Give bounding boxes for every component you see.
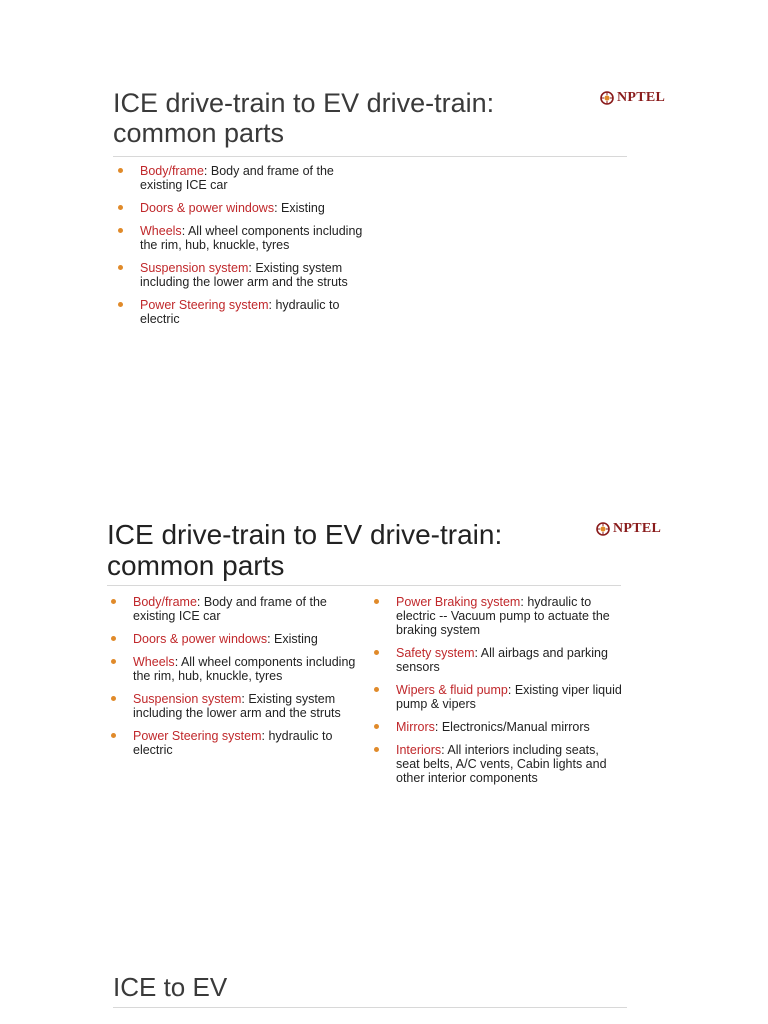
- bullet-dot-icon: [111, 696, 116, 701]
- slide-1-title-line-1: ICE drive-train to EV drive-train:: [113, 88, 495, 118]
- bullet-separator: :: [441, 743, 448, 757]
- bullet-term: Power Braking system: [396, 595, 521, 609]
- bullet-term: Wipers & fluid pump: [396, 683, 508, 697]
- bullet-item: [372, 743, 622, 785]
- slide-2-title: [107, 520, 502, 582]
- bullet-separator: :: [248, 261, 256, 275]
- slide-2-title-line-1: ICE drive-train to EV drive-train:: [107, 519, 503, 550]
- bullet-term: Wheels: [140, 224, 182, 238]
- bullet-separator: :: [274, 201, 282, 215]
- bullet-term: Safety system: [396, 646, 475, 660]
- bullet-description: All wheel components including the rim, hub, knuckle, tyres: [140, 224, 363, 252]
- bullet-dot-icon: [111, 636, 116, 641]
- bullet-separator: :: [434, 720, 442, 734]
- bullet-separator: :: [203, 164, 211, 178]
- bullet-term: Doors & power windows: [133, 632, 268, 646]
- slide-2-right-bullet-list: [372, 595, 622, 794]
- bullet-term: Body/frame: [133, 595, 197, 609]
- bullet-separator: :: [241, 692, 249, 706]
- bullet-term: Body/frame: [140, 164, 204, 178]
- bullet-item: [372, 720, 622, 734]
- bullet-item: [372, 595, 622, 637]
- bullet-description: Body and frame of the existing ICE car: [133, 595, 327, 623]
- bullet-description: hydraulic to electric -- Vacuum pump to actuate the braking system: [396, 595, 610, 637]
- bullet-item: [109, 729, 359, 757]
- slide-3-title: ICE to EV: [113, 972, 228, 1002]
- bullet-description: Existing system including the lower arm and the struts: [133, 692, 341, 720]
- bullet-description: Body and frame of the existing ICE car: [140, 164, 334, 192]
- bullet-term: Power Steering system: [140, 298, 269, 312]
- bullet-item: [109, 692, 359, 720]
- nptel-logo-text: NPTEL: [613, 521, 662, 536]
- bullet-item: [109, 595, 359, 623]
- bullet-dot-icon: [374, 687, 379, 692]
- nptel-logo-text: NPTEL: [617, 90, 666, 105]
- slide-3-title-rule: [113, 1007, 627, 1008]
- bullet-separator: :: [507, 683, 515, 697]
- bullet-description: hydraulic to electric: [140, 298, 340, 326]
- bullet-term: Mirrors: [396, 720, 435, 734]
- bullet-description: Existing: [281, 201, 325, 215]
- slide-2-title-rule: [107, 585, 621, 586]
- slide-2-title-line-2: common parts: [107, 549, 285, 581]
- bullet-separator: :: [174, 655, 181, 669]
- bullet-item: [372, 646, 622, 674]
- bullet-separator: :: [267, 632, 275, 646]
- bullet-separator: :: [268, 298, 276, 312]
- bullet-dot-icon: [111, 599, 116, 604]
- bullet-dot-icon: [374, 599, 379, 604]
- bullet-separator: :: [520, 595, 528, 609]
- slide-3: [0, 940, 768, 1024]
- bullet-dot-icon: [111, 659, 116, 664]
- bullet-term: Doors & power windows: [140, 201, 275, 215]
- nptel-emblem-icon: [596, 522, 610, 536]
- bullet-description: All wheel components including the rim, hub, knuckle, tyres: [133, 655, 356, 683]
- bullet-description: hydraulic to electric: [133, 729, 333, 757]
- bullet-dot-icon: [374, 724, 379, 729]
- bullet-description: Existing system including the lower arm and the struts: [140, 261, 348, 289]
- bullet-description: Existing: [274, 632, 318, 646]
- bullet-term: Suspension system: [133, 692, 242, 706]
- bullet-description: All airbags and parking sensors: [396, 646, 608, 674]
- bullet-dot-icon: [111, 733, 116, 738]
- bullet-separator: :: [196, 595, 204, 609]
- bullet-separator: :: [474, 646, 481, 660]
- bullet-separator: :: [181, 224, 188, 238]
- slide-1-title-line-2: common parts: [113, 118, 285, 149]
- bullet-description: All interiors including seats, seat belts, A/C vents, Cabin lights and other interior components: [396, 743, 607, 785]
- bullet-term: Power Steering system: [133, 729, 262, 743]
- bullet-item: [372, 683, 622, 711]
- bullet-description: Electronics/Manual mirrors: [441, 720, 590, 734]
- nptel-logo: [596, 521, 661, 537]
- bullet-term: Wheels: [133, 655, 175, 669]
- bullet-dot-icon: [374, 650, 379, 655]
- bullet-term: Suspension system: [140, 261, 249, 275]
- bullet-item: [109, 655, 359, 683]
- bullet-item: [109, 632, 359, 646]
- bullet-term: Interiors: [396, 743, 442, 757]
- bullet-description: Existing viper liquid pump & vipers: [396, 683, 622, 711]
- slide-2-left-bullet-list: [109, 595, 359, 766]
- bullet-separator: :: [261, 729, 269, 743]
- bullet-dot-icon: [374, 747, 379, 752]
